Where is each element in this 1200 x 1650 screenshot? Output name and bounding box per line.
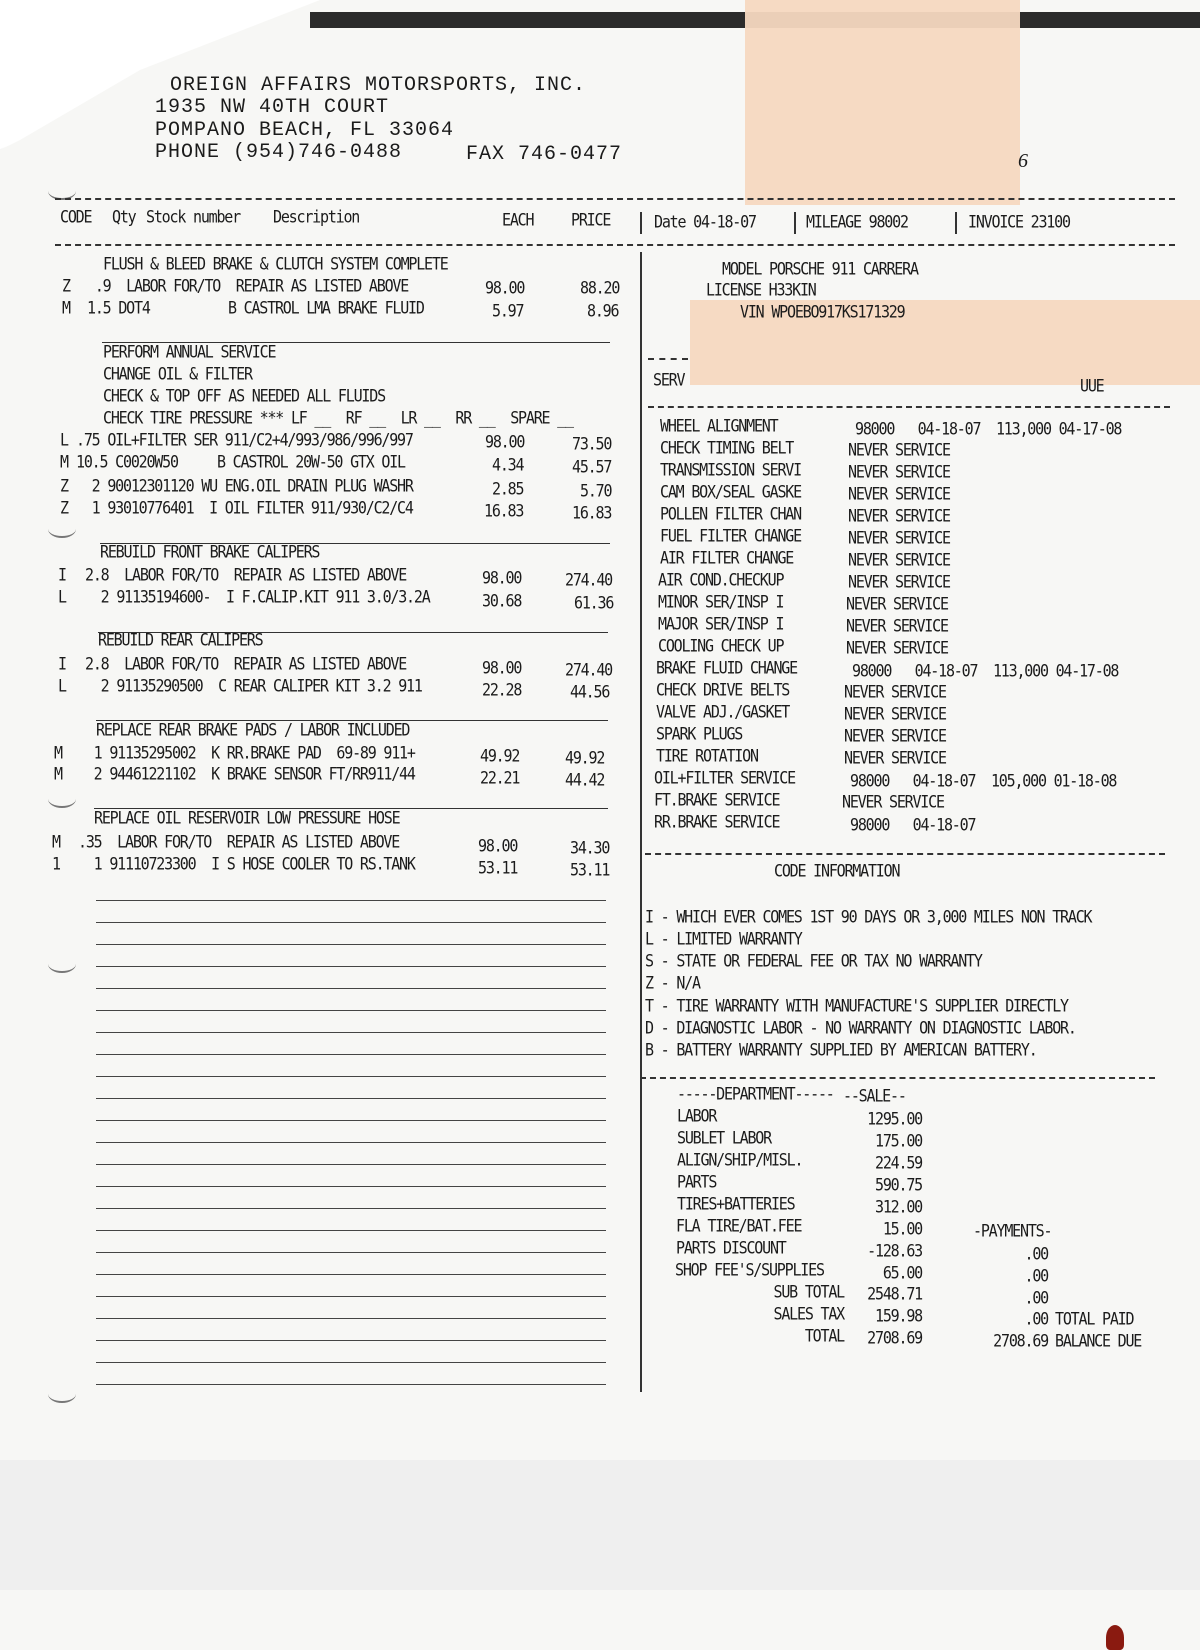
line-code: M [54, 764, 62, 785]
blank-line [96, 1252, 606, 1253]
job-title: FLUSH & BLEED BRAKE & CLUTCH SYSTEM COMPLETE [103, 254, 448, 275]
total-value: 590.75 [875, 1175, 922, 1196]
service-status: 98000 04-18-07 [850, 815, 976, 836]
blank-line [96, 1208, 606, 1209]
blank-line [96, 922, 606, 923]
binder-hole [48, 955, 76, 973]
line-text: .35 LABOR FOR/TO REPAIR AS LISTED ABOVE [78, 832, 400, 853]
line-price: 49.92 [565, 748, 605, 769]
divider [645, 853, 1165, 855]
line-price: 34.30 [570, 838, 610, 859]
line-text: 2 90012301120 WU ENG.OIL DRAIN PLUG WASHR [76, 476, 413, 497]
line-price: 274.40 [565, 660, 612, 681]
page-mark: 6 [1018, 150, 1028, 172]
service-name: TRANSMISSION SERVI [660, 460, 801, 481]
col-qty: Qty [112, 207, 136, 228]
red-mark [1106, 1625, 1124, 1650]
sales-tax-label: SALES TAX [773, 1304, 844, 1325]
service-name: WHEEL ALIGNMENT [660, 416, 778, 437]
service-status: 98000 04-18-07 113,000 04-17-08 [852, 661, 1119, 682]
line-each: 30.68 [482, 591, 522, 612]
blank-line [96, 900, 606, 901]
line-code: L [58, 587, 66, 608]
service-name: COOLING CHECK UP [658, 636, 784, 657]
line-price: 16.83 [572, 503, 612, 524]
line-code: Z [62, 276, 70, 297]
blank-line [96, 1142, 606, 1143]
line-code: M [62, 298, 70, 319]
line-each: 98.00 [485, 278, 525, 299]
service-status: NEVER SERVICE [844, 748, 946, 769]
payment-value: .00 [1024, 1309, 1048, 1330]
blank-line [96, 1230, 606, 1231]
job-title: PERFORM ANNUAL SERVICE [103, 342, 276, 363]
company-phone: PHONE (954)746-0488 [155, 141, 403, 164]
bottom-shadow-band [0, 1460, 1200, 1590]
service-header-right: UUE [1080, 376, 1104, 397]
line-price: 8.96 [587, 301, 619, 322]
service-name: CHECK TIMING BELT [660, 438, 794, 459]
line-each: 5.97 [492, 301, 524, 322]
grand-total-value: 2708.69 [867, 1328, 922, 1349]
blank-line [96, 988, 606, 989]
line-text: 1 91135295002 K RR.BRAKE PAD 69-89 911+ [78, 743, 415, 764]
service-status: NEVER SERVICE [848, 572, 950, 593]
line-code: Z [60, 498, 68, 519]
line-price: 45.57 [572, 457, 612, 478]
service-name: FUEL FILTER CHANGE [660, 526, 801, 547]
grand-total-label: TOTAL [804, 1326, 844, 1347]
department-header: -----DEPARTMENT----- [677, 1084, 834, 1105]
line-text: 2.8 LABOR FOR/TO REPAIR AS LISTED ABOVE [85, 654, 407, 675]
service-status: 98000 04-18-07 113,000 04-17-08 [855, 419, 1122, 440]
line-text: 1.5 DOT4 B CASTROL LMA BRAKE FLUID [87, 298, 424, 319]
service-status: NEVER SERVICE [848, 506, 950, 527]
blank-line [96, 1384, 606, 1385]
code-info-item: Z - N/A [645, 973, 700, 994]
company-name: OREIGN AFFAIRS MOTORSPORTS, INC. [170, 74, 587, 97]
line-code: L [60, 430, 68, 451]
line-each: 4.34 [492, 455, 524, 476]
line-code: M [54, 743, 62, 764]
service-status: NEVER SERVICE [846, 638, 948, 659]
job-note: CHECK & TOP OFF AS NEEDED ALL FLUIDS [103, 386, 385, 407]
service-name: CAM BOX/SEAL GASKE [660, 482, 801, 503]
blank-line [96, 966, 606, 967]
vehicle-model: MODEL PORSCHE 911 CARRERA [722, 259, 918, 280]
vehicle-vin: VIN WPOEBO917KS171329 [740, 302, 905, 323]
payment-value: .00 [1024, 1288, 1048, 1309]
line-text: 1 91110723300 I S HOSE COOLER TO RS.TANK [78, 854, 415, 875]
sticky-note-top [745, 0, 1020, 205]
job-title: REBUILD FRONT BRAKE CALIPERS [100, 542, 320, 563]
payment-value: .00 [1024, 1266, 1048, 1287]
blank-line [96, 1076, 606, 1077]
blank-line [96, 1098, 606, 1099]
company-fax: FAX 746-0477 [466, 143, 623, 166]
total-label: SUBLET LABOR [677, 1128, 771, 1149]
total-value: 65.00 [882, 1263, 922, 1284]
line-each: 98.00 [485, 432, 525, 453]
line-text: 2 91135290500 C REAR CALIPER KIT 3.2 911 [85, 676, 422, 697]
balance-due-value: 2708.69 [993, 1331, 1048, 1352]
service-header-left: SERV [653, 370, 685, 391]
binder-hole [48, 1385, 76, 1403]
line-price: 73.50 [572, 434, 612, 455]
blank-line [96, 1164, 606, 1165]
service-name: RR.BRAKE SERVICE [654, 812, 780, 833]
header-date: Date 04-18-07 [654, 212, 756, 233]
code-info-item: T - TIRE WARRANTY WITH MANUFACTURE'S SUPPLIER DIRECTLY [645, 996, 1068, 1017]
job-note: CHANGE OIL & FILTER [103, 364, 252, 385]
line-each: 49.92 [480, 746, 520, 767]
col-code: CODE [60, 207, 92, 228]
line-code: M [60, 452, 68, 473]
divider [55, 244, 1175, 246]
col-stock: Stock number [146, 207, 240, 228]
job-title: REPLACE OIL RESERVOIR LOW PRESSURE HOSE [94, 808, 400, 829]
line-code: I [58, 654, 66, 675]
sale-header: --SALE-- [843, 1086, 906, 1107]
binder-hole [48, 790, 76, 808]
col-each: EACH [502, 210, 534, 231]
line-text: .9 LABOR FOR/TO REPAIR AS LISTED ABOVE [87, 276, 409, 297]
line-each: 22.28 [482, 680, 522, 701]
sub-total-value: 2548.71 [867, 1284, 922, 1305]
total-label: LABOR [677, 1106, 717, 1127]
line-code: 1 [52, 854, 60, 875]
total-label: TIRES+BATTERIES [677, 1194, 795, 1215]
total-label: PARTS DISCOUNT [676, 1238, 786, 1259]
service-status: 98000 04-18-07 105,000 01-18-08 [850, 771, 1117, 792]
divider [648, 406, 1170, 408]
line-price: 5.70 [580, 481, 612, 502]
job-title: REPLACE REAR BRAKE PADS / LABOR INCLUDED [96, 720, 410, 741]
service-name: AIR COND.CHECKUP [658, 570, 784, 591]
total-paid-label: TOTAL PAID [1055, 1309, 1134, 1330]
total-value: 312.00 [875, 1197, 922, 1218]
service-status: NEVER SERVICE [848, 550, 950, 571]
line-each: 22.21 [480, 768, 520, 789]
service-name: MAJOR SER/INSP I [658, 614, 784, 635]
sub-total-label: SUB TOTAL [773, 1282, 844, 1303]
payment-value: .00 [1024, 1244, 1048, 1265]
code-info-item: B - BATTERY WARRANTY SUPPLIED BY AMERICAN BATTERY. [645, 1040, 1037, 1061]
service-name: CHECK DRIVE BELTS [656, 680, 790, 701]
job-title: REBUILD REAR CALIPERS [98, 630, 263, 651]
divider [640, 1077, 1155, 1079]
service-status: NEVER SERVICE [844, 682, 946, 703]
divider [794, 212, 796, 234]
total-label: PARTS [677, 1172, 717, 1193]
blank-line [96, 1010, 606, 1011]
service-name: MINOR SER/INSP I [658, 592, 784, 613]
col-desc: Description [273, 207, 360, 228]
company-city: POMPANO BEACH, FL 33064 [155, 119, 455, 142]
blank-line [96, 1274, 606, 1275]
service-name: FT.BRAKE SERVICE [654, 790, 780, 811]
line-text: 10.5 C0020W50 B CASTROL 20W-50 GTX OIL [76, 452, 405, 473]
total-value: -128.63 [867, 1241, 922, 1262]
divider [648, 358, 688, 360]
line-each: 98.00 [482, 568, 522, 589]
blank-line [96, 1120, 606, 1121]
blank-line [96, 1318, 606, 1319]
line-code: Z [60, 476, 68, 497]
service-name: SPARK PLUGS [656, 724, 743, 745]
line-each: 98.00 [478, 836, 518, 857]
balance-due-label: BALANCE DUE [1055, 1331, 1142, 1352]
service-status: NEVER SERVICE [846, 616, 948, 637]
blank-line [96, 1054, 606, 1055]
line-each: 2.85 [492, 479, 524, 500]
total-value: 224.59 [875, 1153, 922, 1174]
column-divider [640, 252, 642, 1392]
header-mileage: MILEAGE 98002 [806, 212, 908, 233]
header-invoice: INVOICE 23100 [968, 212, 1070, 233]
total-value: 175.00 [875, 1131, 922, 1152]
divider [55, 198, 1175, 200]
code-info-item: L - LIMITED WARRANTY [645, 929, 802, 950]
line-text: 2.8 LABOR FOR/TO REPAIR AS LISTED ABOVE [85, 565, 407, 586]
service-name: POLLEN FILTER CHAN [660, 504, 801, 525]
line-code: I [58, 565, 66, 586]
service-status: NEVER SERVICE [848, 528, 950, 549]
line-text: 1 93010776401 I OIL FILTER 911/930/C2/C4 [76, 498, 413, 519]
service-status: NEVER SERVICE [848, 484, 950, 505]
line-text: 2 91135194600- I F.CALIP.KIT 911 3.0/3.2A [85, 587, 430, 608]
service-status: NEVER SERVICE [846, 594, 948, 615]
blank-line [96, 1186, 606, 1187]
total-label: FLA TIRE/BAT.FEE [676, 1216, 802, 1237]
line-each: 98.00 [482, 658, 522, 679]
vehicle-license: LICENSE H33KIN [706, 280, 816, 301]
payments-header: -PAYMENTS- [973, 1221, 1052, 1242]
total-label: SHOP FEE'S/SUPPLIES [675, 1260, 824, 1281]
code-info-title: CODE INFORMATION [774, 861, 900, 882]
service-name: OIL+FILTER SERVICE [654, 768, 795, 789]
line-price: 44.56 [570, 682, 610, 703]
line-price: 44.42 [565, 770, 605, 791]
service-name: TIRE ROTATION [656, 746, 758, 767]
binder-hole [48, 520, 76, 538]
service-status: NEVER SERVICE [848, 440, 950, 461]
blank-line [96, 1296, 606, 1297]
company-address: 1935 NW 40TH COURT [155, 96, 390, 119]
service-name: AIR FILTER CHANGE [660, 548, 794, 569]
line-price: 274.40 [565, 570, 612, 591]
blank-line [96, 1032, 606, 1033]
divider [955, 212, 957, 234]
line-code: M [52, 832, 60, 853]
code-info-item: S - STATE OR FEDERAL FEE OR TAX NO WARRANTY [645, 951, 982, 972]
line-text: 2 94461221102 K BRAKE SENSOR FT/RR911/44 [78, 764, 415, 785]
divider [640, 212, 642, 234]
line-code: L [58, 676, 66, 697]
total-value: 15.00 [882, 1219, 922, 1240]
line-price: 53.11 [570, 860, 610, 881]
blank-line [96, 1362, 606, 1363]
line-text: .75 OIL+FILTER SER 911/C2+4/993/986/996/997 [76, 430, 413, 451]
col-price: PRICE [571, 210, 611, 231]
job-note: CHECK TIRE PRESSURE *** LF __ RF __ LR __ RR __ SPARE __ [103, 408, 573, 429]
blank-line [96, 944, 606, 945]
line-each: 53.11 [478, 858, 518, 879]
service-status: NEVER SERVICE [848, 462, 950, 483]
total-value: 1295.00 [867, 1109, 922, 1130]
service-status: NEVER SERVICE [842, 792, 944, 813]
sales-tax-value: 159.98 [875, 1306, 922, 1327]
line-price: 88.20 [580, 278, 620, 299]
service-name: BRAKE FLUID CHANGE [656, 658, 797, 679]
service-status: NEVER SERVICE [844, 726, 946, 747]
total-label: ALIGN/SHIP/MISL. [677, 1150, 803, 1171]
blank-line [96, 1340, 606, 1341]
service-status: NEVER SERVICE [844, 704, 946, 725]
service-name: VALVE ADJ./GASKET [656, 702, 790, 723]
line-price: 61.36 [574, 593, 614, 614]
code-info-item: D - DIAGNOSTIC LABOR - NO WARRANTY ON DIAGNOSTIC LABOR. [645, 1018, 1076, 1039]
line-each: 16.83 [484, 501, 524, 522]
code-info-item: I - WHICH EVER COMES 1ST 90 DAYS OR 3,000 MILES NON TRACK [645, 907, 1092, 928]
